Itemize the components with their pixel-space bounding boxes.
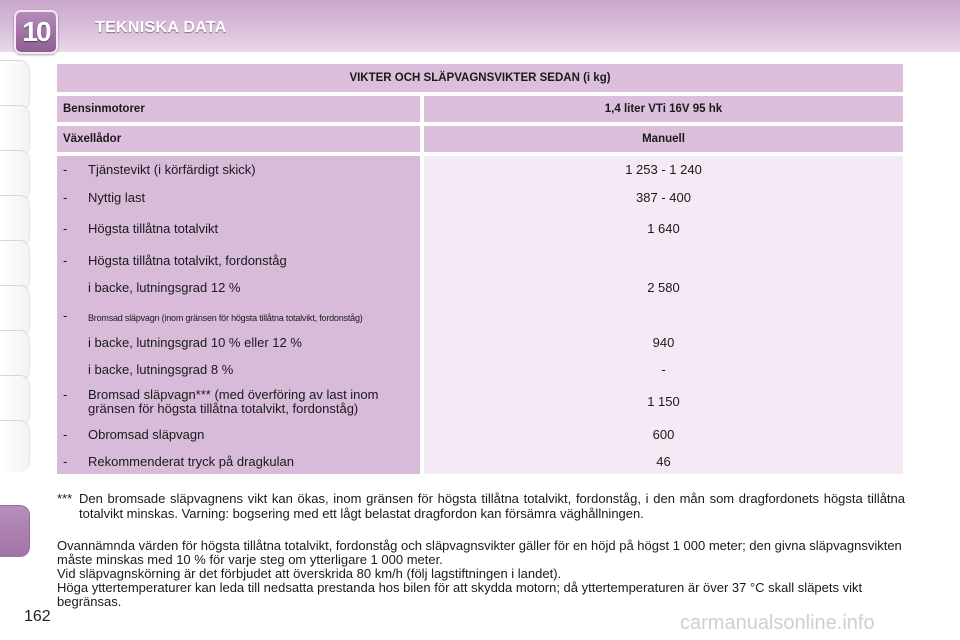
weights-table — [57, 64, 903, 474]
gearbox-value: Manuell — [424, 126, 903, 152]
gearbox-row — [57, 126, 903, 152]
label-column: - Tjänstevikt (i körfärdigt skick) - Nyttig last - Högsta tillåtna totalvikt - Högsta tillåtna totalvikt, fordonståg i backe, lutningsgrad 12 % - Bromsad släpvagn (inom gränsen för högsta tillåtna totalvikt, fordonståg) i backe, lutningsgrad 10 % eller 12 % i backe, lutningsgrad 8 % - Bromsad släpvagn*** (med överföring av last inom gränsen för högsta tillåtna totalvikt, fordonståg) - Obromsad släpvagn - Rekommenderat tryck på dragkulan — [57, 156, 420, 474]
page-title: TEKNISKA DATA — [95, 19, 227, 36]
chapter-number: 10 — [22, 16, 50, 47]
table-title: VIKTER OCH SLÄPVAGNSVIKTER SEDAN (i kg) — [57, 64, 903, 92]
table-row-value: 940 — [652, 335, 675, 350]
footnote — [57, 491, 905, 521]
table-row-value: 1 640 — [647, 221, 680, 236]
chapter-tab-rail — [0, 60, 32, 580]
table-body — [57, 156, 903, 474]
value-column — [424, 156, 903, 474]
watermark: carmanualsonline.info — [680, 612, 875, 634]
note-paragraph: Vid släpvagnskörning är det förbjudet att överskrida 80 km/h (följ lagstiftningen i landet). — [57, 566, 562, 581]
footnote-mark: *** — [57, 491, 73, 506]
table-row-value: 600 — [652, 427, 675, 442]
chapter-tab[interactable] — [0, 420, 30, 472]
page-number: 162 — [24, 608, 51, 625]
engine-value: 1,4 liter VTi 16V 95 hk — [424, 96, 903, 122]
table-row-value: - — [661, 362, 666, 377]
engine-label: Bensinmotorer — [57, 96, 420, 122]
table-row-value: 2 580 — [647, 280, 680, 295]
table-row-value: 46 — [656, 454, 671, 469]
note-paragraph: Höga yttertemperaturer kan leda till nedsatta prestanda hos bilen för att skydda motorn; då yttertemperaturen är över 37 °C skall släpets vikt begränsas. — [57, 580, 863, 609]
table-row-value: 1 253 - 1 240 — [625, 162, 702, 177]
engine-row — [57, 96, 903, 122]
general-notes — [57, 539, 905, 609]
chapter-badge — [14, 10, 58, 54]
table-row-value: 1 150 — [647, 394, 680, 409]
gearbox-label: Växellådor — [57, 126, 420, 152]
note-paragraph: Ovannämnda värden för högsta tillåtna totalvikt, fordonståg och släpvagnsvikter gäller för en höjd på högst 1 000 meter; den givna släpvagnsvikten måste minskas med 10 % för varje steg om ytterligare 1 000 meter. — [57, 538, 902, 567]
footnote-text: Den bromsade släpvagnens vikt kan ökas, inom gränsen för högsta tillåtna totalvikt, fordonståg, i den mån som dragfordonets högsta tillåtna totalvikt minskas. Varning: bogsering med ett lågt belastat dragfordon kan försämra väghållningen. — [79, 491, 905, 521]
chapter-tab-active[interactable] — [0, 505, 30, 557]
table-row-value: 387 - 400 — [636, 190, 691, 205]
